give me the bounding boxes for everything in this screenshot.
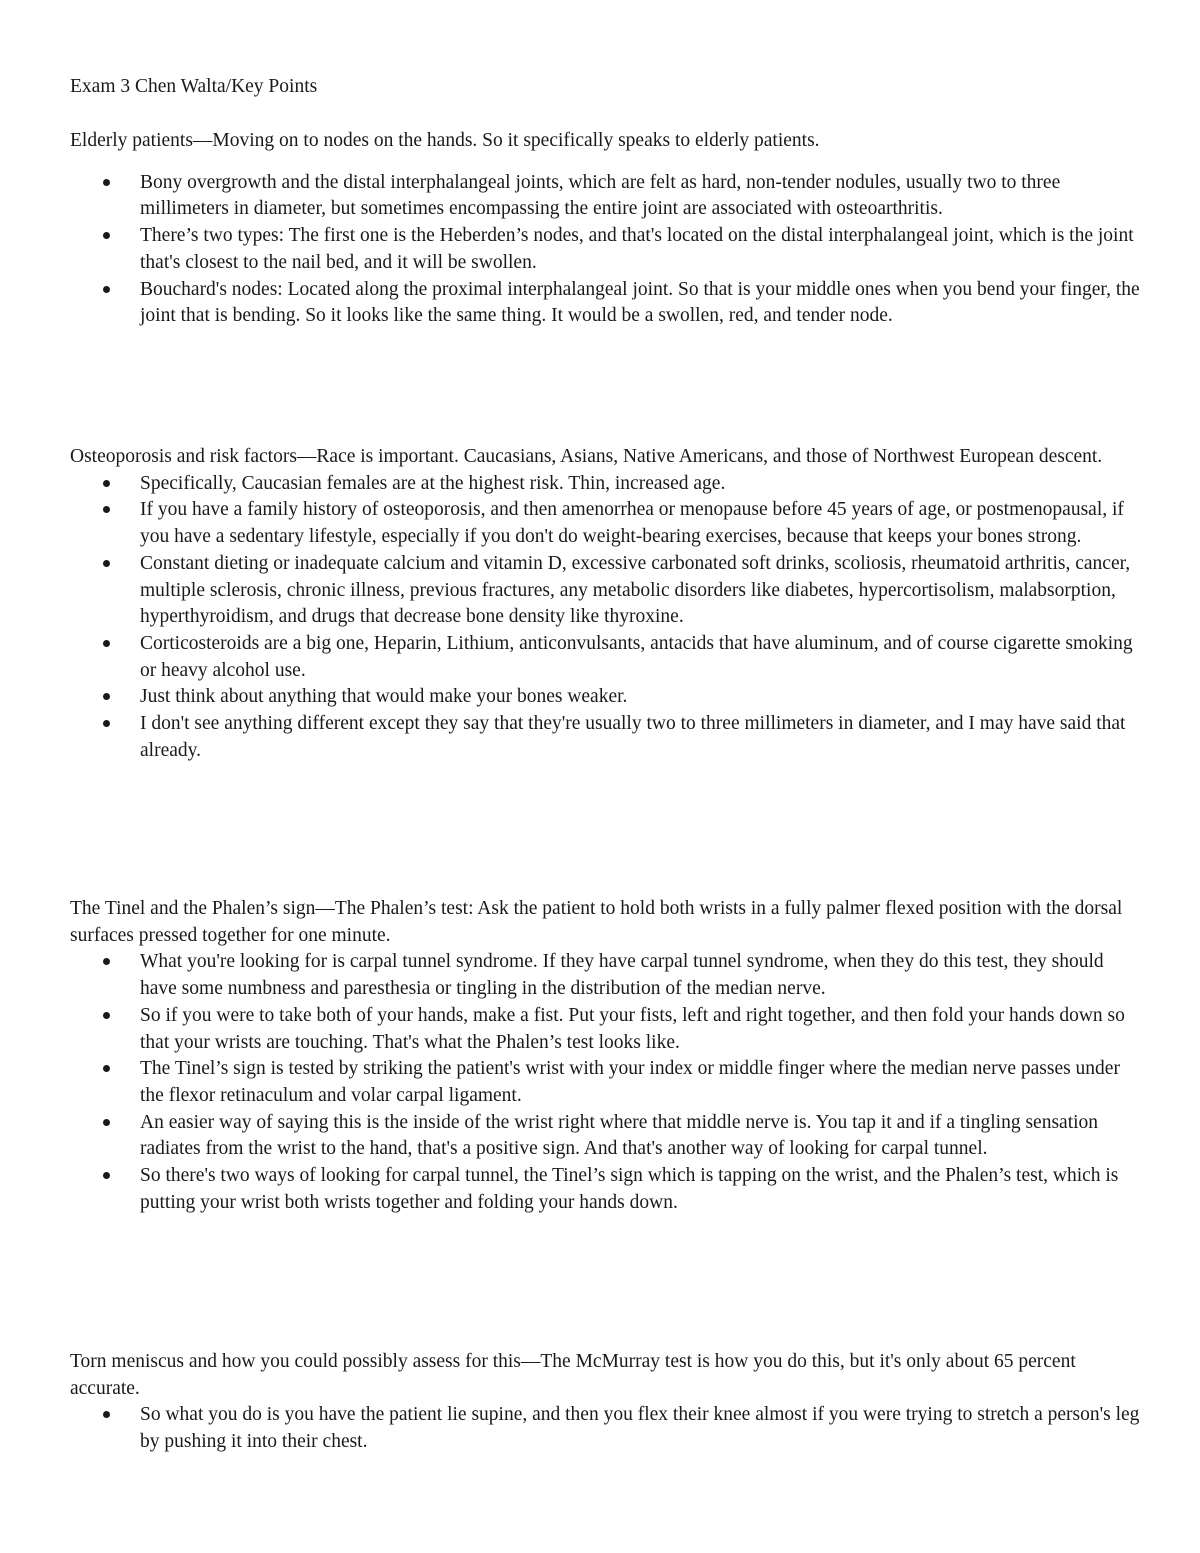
- list-item: An easier way of saying this is the inside of the wrist right where that middle nerve is. You tap it and if a tingling sensation radiates from the wrist to the hand, that's a positive sign. And that's another way of looking for carpal tunnel.: [140, 1110, 1140, 1163]
- bullet-list: [70, 1402, 1140, 1455]
- section-intro: The Tinel and the Phalen’s sign—The Phalen’s test: Ask the patient to hold both wrists in a fully palmer flexed position with the dorsal surfaces pressed together for one minute.: [70, 898, 1123, 946]
- list-item: Corticosteroids are a big one, Heparin, Lithium, anticonvulsants, antacids that have aluminum, and of course cigarette smoking or heavy alcohol use.: [140, 631, 1140, 684]
- list-item: I don't see anything different except they say that they're usually two to three millimeters in diameter, and I may have said that already.: [140, 711, 1140, 764]
- list-item: What you're looking for is carpal tunnel syndrome. If they have carpal tunnel syndrome, when they do this test, they should have some numbness and paresthesia or tingling in the distribution of the median nerve.: [140, 949, 1140, 1002]
- section-torn-meniscus: [70, 1349, 1140, 1456]
- bullet-list: [70, 949, 1140, 1216]
- list-item: So what you do is you have the patient lie supine, and then you flex their knee almost if you were trying to stretch a person's leg by pushing it into their chest.: [140, 1402, 1140, 1455]
- section-elderly-patients: [70, 128, 1140, 330]
- section-intro: Torn meniscus and how you could possibly assess for this—The McMurray test is how you do this, but it's only about 65 percent accurate.: [70, 1351, 1076, 1399]
- list-item: There’s two types: The first one is the Heberden’s nodes, and that's located on the distal interphalangeal joint, which is the joint that's closest to the nail bed, and it will be swollen.: [140, 223, 1140, 276]
- list-item: The Tinel’s sign is tested by striking the patient's wrist with your index or middle finger where the median nerve passes under the flexor retinaculum and volar carpal ligament.: [140, 1056, 1140, 1109]
- list-item: Constant dieting or inadequate calcium and vitamin D, excessive carbonated soft drinks, scoliosis, rheumatoid arthritis, cancer, multiple sclerosis, chronic illness, previous fractures, any metabolic disorders like diabetes, hypercortisolism, malabsorption, hyperthyroidism, and drugs that decrease bone density like thyroxine.: [140, 551, 1140, 631]
- document-title: Exam 3 Chen Walta/Key Points: [70, 76, 318, 97]
- list-item: So there's two ways of looking for carpal tunnel, the Tinel’s sign which is tapping on the wrist, and the Phalen’s test, which is putting your wrist both wrists together and folding your hands down.: [140, 1163, 1140, 1216]
- section-osteoporosis: [70, 444, 1140, 764]
- list-item: Specifically, Caucasian females are at the highest risk. Thin, increased age.: [140, 471, 1140, 498]
- bullet-list: [70, 170, 1140, 330]
- section-tinel-phalen: [70, 896, 1140, 1216]
- bullet-list: [70, 471, 1140, 765]
- list-item: Bony overgrowth and the distal interphalangeal joints, which are felt as hard, non-tender nodules, usually two to three millimeters in diameter, but sometimes encompassing the entire joint are associated with osteoarthritis.: [140, 170, 1140, 223]
- list-item: Bouchard's nodes: Located along the proximal interphalangeal joint. So that is your middle ones when you bend your finger, the joint that is bending. So it looks like the same thing. It would be a swollen, red, and tender node.: [140, 277, 1140, 330]
- list-item: Just think about anything that would make your bones weaker.: [140, 684, 1140, 711]
- section-intro: Osteoporosis and risk factors—Race is important. Caucasians, Asians, Native Americans, and those of Northwest European descent.: [70, 446, 1103, 467]
- section-intro: Elderly patients—Moving on to nodes on the hands. So it specifically speaks to elderly patients.: [70, 130, 820, 151]
- list-item: If you have a family history of osteoporosis, and then amenorrhea or menopause before 45 years of age, or postmenopausal, if you have a sedentary lifestyle, especially if you don't do weight-bearing exercises, because that keeps your bones strong.: [140, 497, 1140, 550]
- list-item: So if you were to take both of your hands, make a fist. Put your fists, left and right together, and then fold your hands down so that your wrists are touching. That's what the Phalen’s test looks like.: [140, 1003, 1140, 1056]
